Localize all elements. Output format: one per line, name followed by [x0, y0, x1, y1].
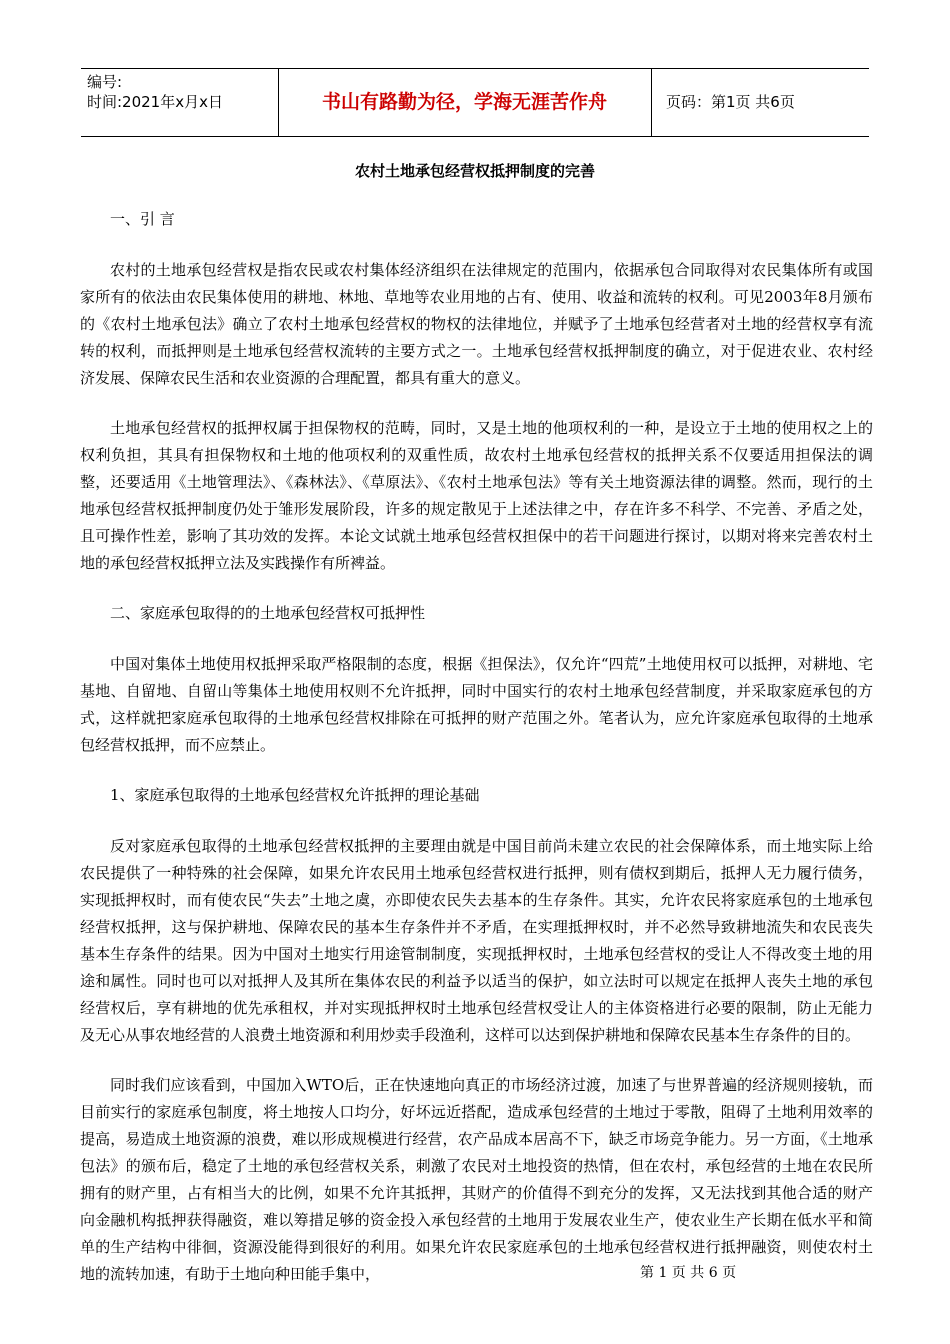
section-heading: 一、引 言 — [110, 210, 175, 228]
header-page-info: 页码：第1页 共6页 — [666, 93, 795, 111]
header-divider — [651, 69, 652, 136]
page-header — [81, 68, 869, 137]
body-paragraph: 农村的土地承包经营权是指农民或农村集体经济组织在法律规定的范围内，依据承包合同取得对农民集体所有或国家所有的依法由农民集体使用的耕地、林地、草地等农业用地的占有、使用、收益和流转的权利。可见2003年8月颁布的《农村土地承包法》确立了农村土地承包经营权的物权的法律地位，并赋予了土地承包经营者对土地的经营权享有流转的权利，而抵押则是土地承包经营权流转的主要方式之一。土地承包经营权抵押制度的确立，对于促进农业、农村经济发展、保障农民生活和农业资源的合理配置，都具有重大的意义。 — [80, 261, 873, 387]
document-time-label: 时间:2021年x月x日 — [87, 93, 223, 111]
body-paragraph: 同时我们应该看到，中国加入WTO后，正在快速地向真正的市场经济过渡，加速了与世界普遍的经济规则接轨，而目前实行的家庭承包制度，将土地按人口均分，好坏远近搭配，造成承包经营的土地过于零散，阻碍了土地利用效率的提高，易造成土地资源的浪费，难以形成规模进行经营，农产品成本居高不下，缺乏市场竞争能力。另一方面，《土地承包法》的颁布后，稳定了土地的承包经营权关系，刺激了农民对土地投资的热情，但在农村，承包经营的土地在农民所拥有的财产里，占有相当大的比例，如果不允许其抵押，其财产的价值得不到充分的发挥，又无法找到其他合适的财产向金融机构抵押获得融资，难以筹措足够的资金投入承包经营的土地用于发展农业生产，使农业生产长期在低水平和简单的生产结构中徘徊，资源没能得到很好的利用。如果允许农民家庭承包的土地承包经营权进行抵押融资，则使农村土地的流转加速，有助于土地向种田能手集中， — [80, 1076, 873, 1283]
section-heading: 1、家庭承包取得的土地承包经营权允许抵押的理论基础 — [110, 786, 480, 804]
header-meta — [87, 72, 223, 112]
body-paragraph: 反对家庭承包取得的土地承包经营权抵押的主要理由就是中国目前尚未建立农民的社会保障体系，而土地实际上给农民提供了一种特殊的社会保障，如果允许农民用土地承包经营权进行抵押，则有债权到期后，抵押人无力履行债务，实现抵押权时，而有使农民“失去”土地之虞，亦即使农民失去基本的生存条件。其实，允许农民将家庭承包的土地承包经营权抵押，这与保护耕地、保障农民的基本生存条件并不矛盾，在实理抵押权时，并不必然导致耕地流失和农民丧失基本生存条件的结果。因为中国对土地实行用途管制制度，实现抵押权时，土地承包经营权的受让人不得改变土地的用途和属性。同时也可以对抵押人及其所在集体农民的利益予以适当的保护，如立法时可以规定在抵押人丧失土地的承包经营权后，享有耕地的优先承租权，并对实现抵押权时土地承包经营权受让人的主体资格进行必要的限制，防止无能力及无心从事农地经营的人浪费土地资源和利用炒卖手段渔利，这样可以达到保护耕地和保障农民基本生存条件的目的。 — [80, 837, 873, 1044]
document-number-label: 编号: — [87, 73, 123, 91]
page-footer: 第 1 页 共 6 页 — [640, 1265, 737, 1281]
header-motto: 书山有路勤为径，学海无涯苦作舟 — [321, 91, 607, 113]
section-heading: 二、家庭承包取得的的土地承包经营权可抵押性 — [110, 604, 426, 622]
document-body — [80, 206, 873, 1311]
body-paragraph: 中国对集体土地使用权抵押采取严格限制的态度，根据《担保法》，仅允许“四荒”土地使用权可以抵押，对耕地、宅基地、自留地、自留山等集体土地使用权则不允许抵押，同时中国实行的农村土地承包经营制度，并采取家庭承包的方式，这样就把家庭承包取得的土地承包经营权排除在可抵押的财产范围之外。笔者认为，应允许家庭承包取得的土地承包经营权抵押，而不应禁止。 — [80, 655, 873, 754]
body-paragraph: 土地承包经营权的抵押权属于担保物权的范畴，同时，又是土地的他项权利的一种，是设立于土地的使用权之上的权利负担，其具有担保物权和土地的他项权利的双重性质，故农村土地承包经营权的抵押关系不仅要适用担保法的调整，还要适用《土地管理法》、《森林法》、《草原法》、《农村土地承包法》等有关土地资源法律的调整。然而，现行的土地承包经营权抵押制度仍处于雏形发展阶段，许多的规定散见于上述法律之中，存在许多不科学、不完善、矛盾之处，且可操作性差，影响了其功效的发挥。本论文试就土地承包经营权担保中的若干问题进行探讨，以期对将来完善农村土地的承包经营权抵押立法及实践操作有所裨益。 — [80, 419, 873, 572]
document-title: 农村土地承包经营权抵押制度的完善 — [354, 162, 595, 180]
